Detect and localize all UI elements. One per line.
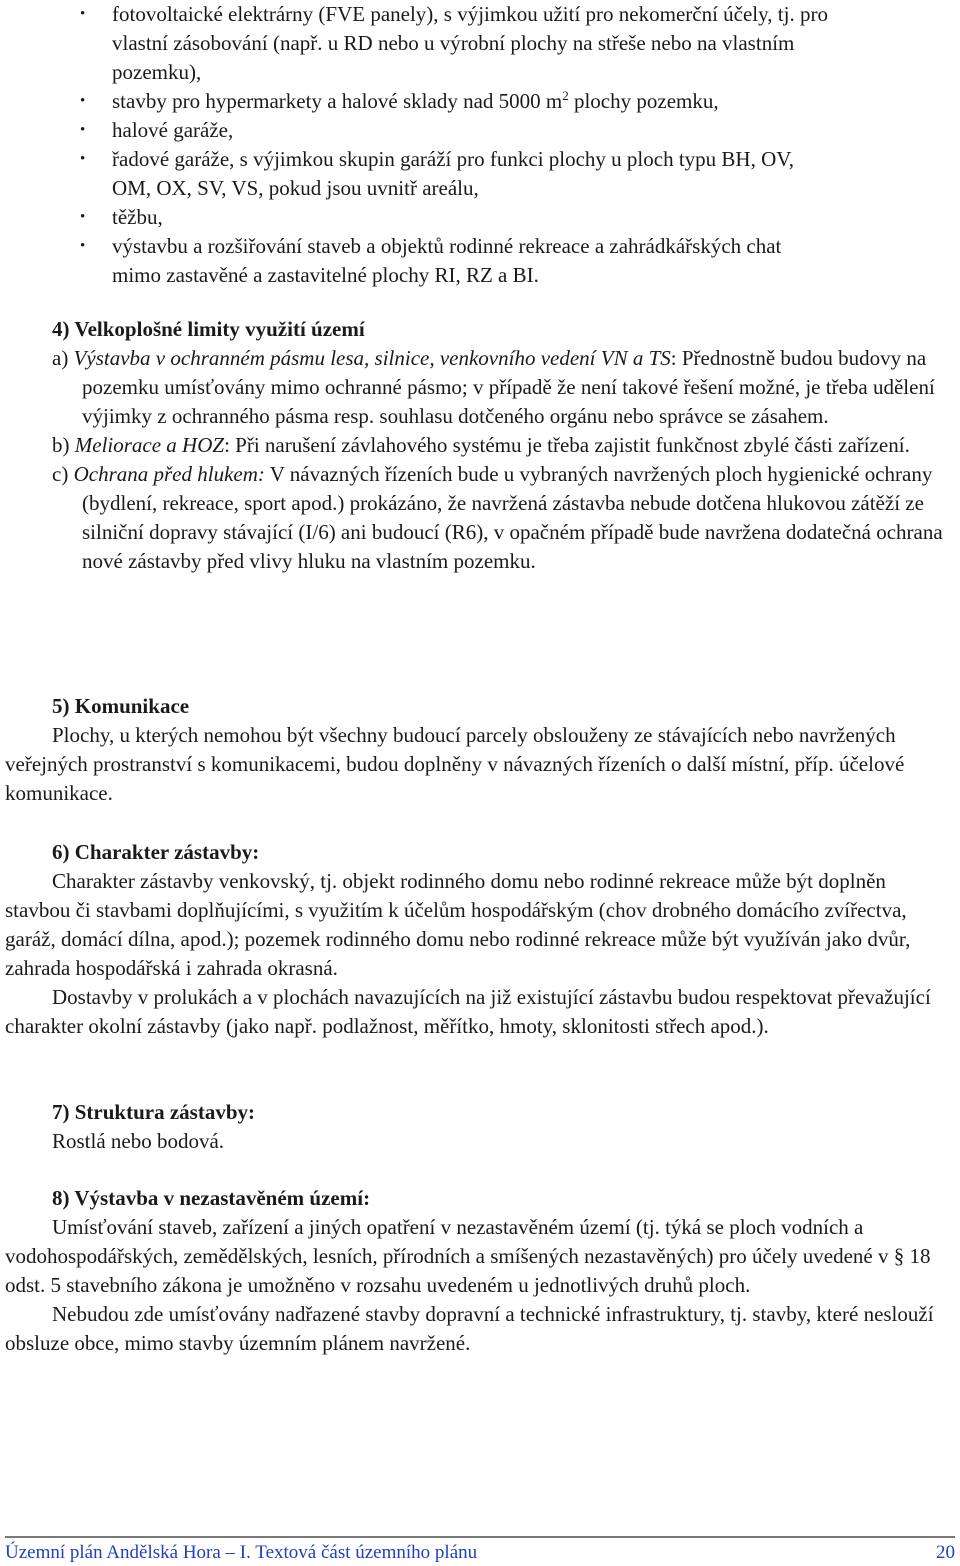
bullet-list bbox=[80, 0, 950, 290]
page-number: 20 bbox=[936, 1542, 955, 1563]
list-item: • stavby pro hypermarkety a halové sklady nad 5000 $m^2$ plochy pozemku, bbox=[80, 87, 950, 116]
section-heading: 4) Velkoplošné limity využití území bbox=[52, 317, 365, 341]
paragraph: Nebudou zde umísťovány nadřazené stavby dopravní a technické infrastruktury, tj. stavby, které neslouží obsluze obce, mimo stavby územním plánem navržené. bbox=[5, 1302, 934, 1355]
item-a: a) Výstavba v ochranném pásmu lesa, silnice, venkovního vedení VN a TS: Přednostně budou budovy na pozemku umísťovány mimo ochranné pásmo; v případě že není takové řešení možné, je třeba udělení výjimky z ochranného pásma resp. souhlasu dotčeného orgánu nebo správce se zásahem. bbox=[52, 346, 935, 428]
paragraph: Rostlá nebo bodová. bbox=[52, 1129, 225, 1153]
section-6 bbox=[5, 838, 950, 1041]
paragraph: Umísťování staveb, zařízení a jiných opatření v nezastavěném území (tj. týká se ploch vodních a vodohospodářských, zemědělských, lesních, přírodních a smíšených nezastavěných) pro účely uvedené v § 18 odst. 5 stavebního zákona je umožněno v rozsahu uvedeném u jednotlivých druhů ploch. bbox=[5, 1215, 931, 1297]
list-item: • fotovoltaické elektrárny (FVE panely), s výjimkou užití pro nekomerční účely, tj. pro vlastní zásobování (např. u RD nebo u výrobní plochy na střeše nebo na vlastním pozemku), bbox=[80, 0, 950, 87]
section-8 bbox=[5, 1184, 950, 1358]
section-heading: 8) Výstavba v nezastavěném území: bbox=[52, 1186, 371, 1210]
section-4 bbox=[5, 315, 950, 576]
section-7 bbox=[5, 1098, 950, 1156]
section-heading: 7) Struktura zástavby: bbox=[52, 1100, 255, 1124]
list-item: • těžbu, bbox=[80, 203, 950, 232]
page-footer bbox=[5, 1536, 955, 1566]
list-item: • řadové garáže, s výjimkou skupin garáží pro funkci plochy u ploch typu BH, OV, OM, OX, SV, VS, pokud jsou uvnitř areálu, bbox=[80, 145, 950, 203]
item-c: c) Ochrana před hlukem: V návazných řízeních bude u vybraných navržených ploch hygienické ochrany (bydlení, rekreace, sport apod.) prokázáno, že navržená zástavba nebude dotčena hlukovou zátěží ze silniční dopravy stávající (I/6) ani budoucí (R6), v opačném případě bude navržena dodatečná ochrana nové zástavby před vlivy hluku na vlastním pozemku. bbox=[52, 462, 943, 573]
footer-title: Územní plán Andělská Hora – I. Textová část územního plánu bbox=[5, 1542, 478, 1563]
list-item: • výstavbu a rozšiřování staveb a objektů rodinné rekreace a zahrádkářských chat mimo zastavěné a zastavitelné plochy RI, RZ a BI. bbox=[80, 232, 950, 290]
item-b: b) Meliorace a HOZ: Při narušení závlahového systému je třeba zajistit funkčnost zbylé části zařízení. bbox=[52, 433, 910, 457]
section-heading: 6) Charakter zástavby: bbox=[52, 840, 260, 864]
paragraph: Plochy, u kterých nemohou být všechny budoucí parcely obslouženy ze stávajících nebo navržených veřejných prostranství s komunikacemi, budou doplněny v návazných řízeních o další místní, příp. účelové komunikace. bbox=[5, 723, 905, 805]
list-item: • halové garáže, bbox=[80, 116, 950, 145]
section-heading: 5) Komunikace bbox=[52, 694, 190, 718]
paragraph: Charakter zástavby venkovský, tj. objekt rodinného domu nebo rodinné rekreace může být doplněn stavbou či stavbami doplňujícími, s využitím k účelům hospodářským (chov drobného domácího zvířectva, garáž, domácí dílna, apod.); pozemek rodinného domu nebo rodinné rekreace může být využíván jako dvůr, zahrada hospodářská i zahrada okrasná. bbox=[5, 869, 911, 980]
section-5 bbox=[5, 692, 950, 808]
paragraph: Dostavby v prolukách a v plochách navazujících na již existující zástavbu budou respektovat převažující charakter okolní zástavby (jako např. podlažnost, měřítko, hmoty, sklonitosti střech apod.). bbox=[5, 985, 931, 1038]
